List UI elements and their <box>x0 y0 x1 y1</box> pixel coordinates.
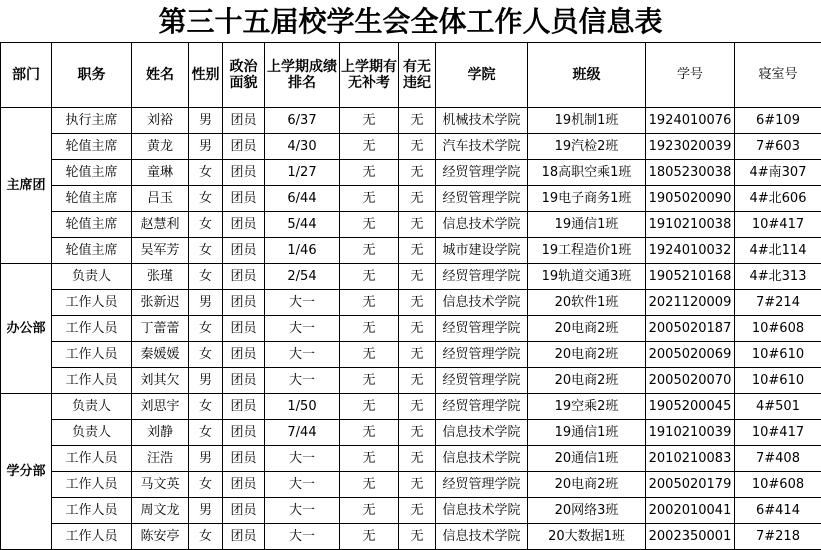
table-row <box>1 472 821 498</box>
position-cell: 工作人员 <box>52 498 132 524</box>
class-cell: 19电子商务1班 <box>528 186 646 212</box>
header-student-id: 学号 <box>646 43 735 108</box>
political-cell: 团员 <box>223 498 265 524</box>
discipline-cell: 无 <box>399 316 436 342</box>
student-id-cell: 1910210039 <box>646 420 735 446</box>
makeup-cell: 无 <box>340 368 399 394</box>
dorm-cell: 7#408 <box>735 446 821 472</box>
name-cell: 张新迟 <box>132 290 189 316</box>
sheet-title: 第三十五届校学生会全体工作人员信息表 <box>0 0 821 42</box>
header-dept: 部门 <box>1 43 52 108</box>
discipline-cell: 无 <box>399 394 436 420</box>
header-position: 职务 <box>52 43 132 108</box>
student-id-cell: 1905200045 <box>646 394 735 420</box>
political-cell: 团员 <box>223 238 265 264</box>
dorm-cell: 10#610 <box>735 342 821 368</box>
political-cell: 团员 <box>223 394 265 420</box>
discipline-cell: 无 <box>399 342 436 368</box>
college-cell: 信息技术学院 <box>436 212 528 238</box>
dorm-cell: 10#610 <box>735 368 821 394</box>
rank-cell: 5/44 <box>265 212 340 238</box>
class-cell: 20大数据1班 <box>528 524 646 550</box>
political-cell: 团员 <box>223 186 265 212</box>
dorm-cell: 10#417 <box>735 212 821 238</box>
discipline-cell: 无 <box>399 238 436 264</box>
rank-cell: 2/54 <box>265 264 340 290</box>
student-id-cell: 1805230038 <box>646 160 735 186</box>
student-id-cell: 1905210168 <box>646 264 735 290</box>
college-cell: 汽车技术学院 <box>436 134 528 160</box>
header-discipline: 有无违纪 <box>399 43 436 108</box>
table-row <box>1 212 821 238</box>
student-id-cell: 1924010076 <box>646 108 735 134</box>
discipline-cell: 无 <box>399 368 436 394</box>
makeup-cell: 无 <box>340 108 399 134</box>
rank-cell: 6/37 <box>265 108 340 134</box>
political-cell: 团员 <box>223 472 265 498</box>
name-cell: 刘裕 <box>132 108 189 134</box>
political-cell: 团员 <box>223 212 265 238</box>
header-dorm: 寝室号 <box>735 43 821 108</box>
name-cell: 刘静 <box>132 420 189 446</box>
political-cell: 团员 <box>223 446 265 472</box>
class-cell: 19空乘2班 <box>528 394 646 420</box>
table-row <box>1 160 821 186</box>
dept-cell: 学分部 <box>1 394 52 550</box>
political-cell: 团员 <box>223 134 265 160</box>
header-rank: 上学期成绩排名 <box>265 43 340 108</box>
name-cell: 赵慧利 <box>132 212 189 238</box>
position-cell: 工作人员 <box>52 368 132 394</box>
class-cell: 20电商2班 <box>528 342 646 368</box>
political-cell: 团员 <box>223 342 265 368</box>
rank-cell: 大一 <box>265 524 340 550</box>
dorm-cell: 6#414 <box>735 498 821 524</box>
class-cell: 19机制1班 <box>528 108 646 134</box>
dept-cell: 主席团 <box>1 108 52 264</box>
makeup-cell: 无 <box>340 264 399 290</box>
table-row <box>1 446 821 472</box>
makeup-cell: 无 <box>340 212 399 238</box>
gender-cell: 女 <box>189 472 223 498</box>
college-cell: 经贸管理学院 <box>436 186 528 212</box>
rank-cell: 大一 <box>265 446 340 472</box>
gender-cell: 男 <box>189 134 223 160</box>
class-cell: 20电商2班 <box>528 316 646 342</box>
discipline-cell: 无 <box>399 290 436 316</box>
political-cell: 团员 <box>223 316 265 342</box>
dorm-cell: 7#218 <box>735 524 821 550</box>
gender-cell: 男 <box>189 290 223 316</box>
position-cell: 轮值主席 <box>52 238 132 264</box>
dorm-cell: 4#南307 <box>735 160 821 186</box>
student-id-cell: 2005020069 <box>646 342 735 368</box>
makeup-cell: 无 <box>340 186 399 212</box>
makeup-cell: 无 <box>340 498 399 524</box>
student-id-cell: 2005020179 <box>646 472 735 498</box>
discipline-cell: 无 <box>399 524 436 550</box>
college-cell: 经贸管理学院 <box>436 264 528 290</box>
class-cell: 18高职空乘1班 <box>528 160 646 186</box>
position-cell: 工作人员 <box>52 342 132 368</box>
dorm-cell: 4#北114 <box>735 238 821 264</box>
rank-cell: 大一 <box>265 472 340 498</box>
name-cell: 陈安亭 <box>132 524 189 550</box>
student-id-cell: 2010210083 <box>646 446 735 472</box>
gender-cell: 女 <box>189 186 223 212</box>
name-cell: 丁蕾蕾 <box>132 316 189 342</box>
gender-cell: 女 <box>189 264 223 290</box>
gender-cell: 女 <box>189 524 223 550</box>
table-row <box>1 316 821 342</box>
makeup-cell: 无 <box>340 134 399 160</box>
class-cell: 19工程造价1班 <box>528 238 646 264</box>
college-cell: 经贸管理学院 <box>436 316 528 342</box>
table-row <box>1 186 821 212</box>
name-cell: 秦媛媛 <box>132 342 189 368</box>
name-cell: 刘思宇 <box>132 394 189 420</box>
student-id-cell: 1924010032 <box>646 238 735 264</box>
dorm-cell: 4#北313 <box>735 264 821 290</box>
name-cell: 马文英 <box>132 472 189 498</box>
roster-body <box>1 108 821 550</box>
table-row <box>1 498 821 524</box>
position-cell: 工作人员 <box>52 446 132 472</box>
rank-cell: 大一 <box>265 342 340 368</box>
class-cell: 20电商2班 <box>528 368 646 394</box>
position-cell: 负责人 <box>52 394 132 420</box>
header-class: 班级 <box>528 43 646 108</box>
gender-cell: 女 <box>189 394 223 420</box>
header-name: 姓名 <box>132 43 189 108</box>
discipline-cell: 无 <box>399 498 436 524</box>
gender-cell: 女 <box>189 316 223 342</box>
makeup-cell: 无 <box>340 472 399 498</box>
class-cell: 20通信1班 <box>528 446 646 472</box>
class-cell: 20软件1班 <box>528 290 646 316</box>
makeup-cell: 无 <box>340 316 399 342</box>
discipline-cell: 无 <box>399 420 436 446</box>
header-gender: 性别 <box>189 43 223 108</box>
header-makeup: 上学期有无补考 <box>340 43 399 108</box>
gender-cell: 女 <box>189 342 223 368</box>
student-id-cell: 2021120009 <box>646 290 735 316</box>
staff-roster-table <box>0 42 821 550</box>
class-cell: 19轨道交通3班 <box>528 264 646 290</box>
gender-cell: 女 <box>189 212 223 238</box>
college-cell: 经贸管理学院 <box>436 342 528 368</box>
political-cell: 团员 <box>223 108 265 134</box>
student-id-cell: 1905020090 <box>646 186 735 212</box>
position-cell: 轮值主席 <box>52 212 132 238</box>
college-cell: 信息技术学院 <box>436 446 528 472</box>
gender-cell: 女 <box>189 160 223 186</box>
table-row <box>1 368 821 394</box>
rank-cell: 4/30 <box>265 134 340 160</box>
gender-cell: 女 <box>189 238 223 264</box>
college-cell: 信息技术学院 <box>436 524 528 550</box>
discipline-cell: 无 <box>399 472 436 498</box>
table-row <box>1 394 821 420</box>
student-id-cell: 2005020187 <box>646 316 735 342</box>
name-cell: 汪浩 <box>132 446 189 472</box>
college-cell: 信息技术学院 <box>436 420 528 446</box>
rank-cell: 大一 <box>265 316 340 342</box>
dorm-cell: 10#417 <box>735 420 821 446</box>
position-cell: 轮值主席 <box>52 134 132 160</box>
dorm-cell: 4#北606 <box>735 186 821 212</box>
political-cell: 团员 <box>223 160 265 186</box>
college-cell: 信息技术学院 <box>436 498 528 524</box>
gender-cell: 男 <box>189 108 223 134</box>
gender-cell: 男 <box>189 498 223 524</box>
position-cell: 工作人员 <box>52 472 132 498</box>
table-row <box>1 134 821 160</box>
rank-cell: 大一 <box>265 368 340 394</box>
class-cell: 19汽检2班 <box>528 134 646 160</box>
table-row <box>1 238 821 264</box>
discipline-cell: 无 <box>399 212 436 238</box>
college-cell: 城市建设学院 <box>436 238 528 264</box>
makeup-cell: 无 <box>340 342 399 368</box>
college-cell: 经贸管理学院 <box>436 472 528 498</box>
header-political: 政治面貌 <box>223 43 265 108</box>
student-id-cell: 1910210038 <box>646 212 735 238</box>
makeup-cell: 无 <box>340 446 399 472</box>
rank-cell: 大一 <box>265 498 340 524</box>
name-cell: 童琳 <box>132 160 189 186</box>
table-row <box>1 290 821 316</box>
table-row <box>1 264 821 290</box>
makeup-cell: 无 <box>340 238 399 264</box>
name-cell: 黄龙 <box>132 134 189 160</box>
position-cell: 工作人员 <box>52 524 132 550</box>
name-cell: 张瑾 <box>132 264 189 290</box>
table-row <box>1 420 821 446</box>
political-cell: 团员 <box>223 368 265 394</box>
position-cell: 轮值主席 <box>52 160 132 186</box>
dorm-cell: 4#501 <box>735 394 821 420</box>
gender-cell: 女 <box>189 420 223 446</box>
student-id-cell: 2005020070 <box>646 368 735 394</box>
rank-cell: 1/46 <box>265 238 340 264</box>
name-cell: 周文龙 <box>132 498 189 524</box>
college-cell: 经贸管理学院 <box>436 394 528 420</box>
dorm-cell: 7#603 <box>735 134 821 160</box>
makeup-cell: 无 <box>340 290 399 316</box>
class-cell: 19通信1班 <box>528 212 646 238</box>
position-cell: 工作人员 <box>52 290 132 316</box>
discipline-cell: 无 <box>399 160 436 186</box>
political-cell: 团员 <box>223 524 265 550</box>
rank-cell: 大一 <box>265 290 340 316</box>
college-cell: 机械技术学院 <box>436 108 528 134</box>
student-id-cell: 2002010041 <box>646 498 735 524</box>
name-cell: 刘其欠 <box>132 368 189 394</box>
header-row <box>1 43 821 108</box>
position-cell: 轮值主席 <box>52 186 132 212</box>
name-cell: 吴军芳 <box>132 238 189 264</box>
political-cell: 团员 <box>223 290 265 316</box>
discipline-cell: 无 <box>399 186 436 212</box>
college-cell: 经贸管理学院 <box>436 160 528 186</box>
college-cell: 经贸管理学院 <box>436 368 528 394</box>
discipline-cell: 无 <box>399 264 436 290</box>
table-row <box>1 342 821 368</box>
position-cell: 工作人员 <box>52 316 132 342</box>
dorm-cell: 10#608 <box>735 316 821 342</box>
discipline-cell: 无 <box>399 108 436 134</box>
makeup-cell: 无 <box>340 420 399 446</box>
position-cell: 负责人 <box>52 420 132 446</box>
class-cell: 20网络3班 <box>528 498 646 524</box>
rank-cell: 6/44 <box>265 186 340 212</box>
political-cell: 团员 <box>223 264 265 290</box>
rank-cell: 1/27 <box>265 160 340 186</box>
makeup-cell: 无 <box>340 160 399 186</box>
rank-cell: 7/44 <box>265 420 340 446</box>
makeup-cell: 无 <box>340 524 399 550</box>
makeup-cell: 无 <box>340 394 399 420</box>
name-cell: 吕玉 <box>132 186 189 212</box>
table-row <box>1 108 821 134</box>
rank-cell: 1/50 <box>265 394 340 420</box>
dept-cell: 办公部 <box>1 264 52 394</box>
class-cell: 19通信1班 <box>528 420 646 446</box>
discipline-cell: 无 <box>399 134 436 160</box>
dorm-cell: 6#109 <box>735 108 821 134</box>
header-college: 学院 <box>436 43 528 108</box>
table-row <box>1 524 821 550</box>
class-cell: 20电商2班 <box>528 472 646 498</box>
gender-cell: 男 <box>189 368 223 394</box>
student-id-cell: 1923020039 <box>646 134 735 160</box>
dorm-cell: 10#608 <box>735 472 821 498</box>
political-cell: 团员 <box>223 420 265 446</box>
college-cell: 信息技术学院 <box>436 290 528 316</box>
discipline-cell: 无 <box>399 446 436 472</box>
student-id-cell: 2002350001 <box>646 524 735 550</box>
position-cell: 负责人 <box>52 264 132 290</box>
gender-cell: 男 <box>189 446 223 472</box>
position-cell: 执行主席 <box>52 108 132 134</box>
dorm-cell: 7#214 <box>735 290 821 316</box>
